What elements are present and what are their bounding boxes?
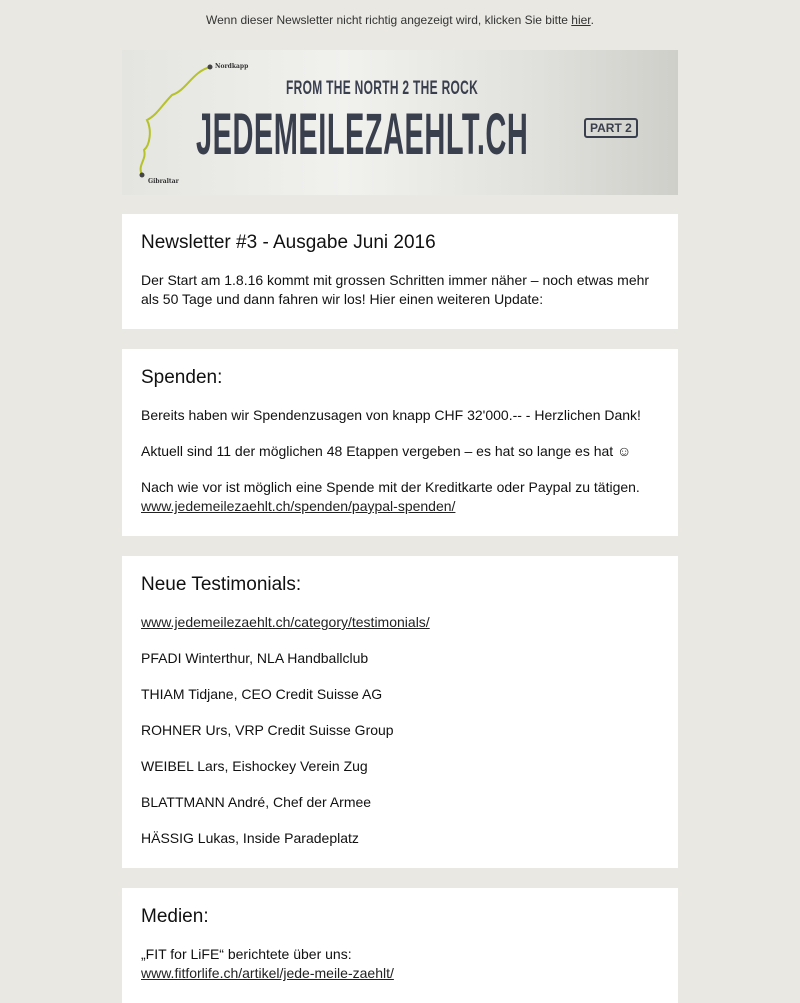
intro-text: Der Start am 1.8.16 kommt mit grossen Schritten immer näher – noch etwas mehr als 50 Tage und dann fahren wir los! Hier einen weiteren Update: (141, 272, 650, 307)
testimonials-link[interactable]: www.jedemeilezaehlt.ch/category/testimonials/ (141, 614, 430, 630)
medien-text (141, 945, 659, 983)
preheader-text: Wenn dieser Newsletter nicht richtig angezeigt wird, klicken Sie bitte (206, 13, 572, 27)
part-badge: PART 2 (584, 118, 638, 138)
medien-section (122, 888, 678, 1003)
list-item: HÄSSIG Lukas, Inside Paradeplatz (141, 830, 359, 846)
banner-subtitle: FROM THE NORTH 2 THE ROCK (286, 78, 479, 99)
preheader-end: . (590, 13, 594, 27)
list-item: PFADI Winterthur, NLA Handballclub (141, 650, 369, 666)
spenden-text-3-body: Nach wie vor ist möglich eine Spende mit der Kreditkarte oder Paypal zu tätigen. (141, 479, 640, 495)
spenden-heading: Spenden: (141, 367, 223, 388)
header-banner[interactable] (122, 50, 678, 195)
medien-text-body: „FIT for LiFE“ berichtete über uns: (141, 946, 352, 962)
paypal-link[interactable]: www.jedemeilezaehlt.ch/spenden/paypal-spenden/ (141, 498, 456, 514)
testimonials-heading: Neue Testimonials: (141, 574, 302, 595)
web-version-link[interactable]: hier (571, 13, 591, 27)
spenden-section (122, 349, 678, 536)
spenden-text-3 (141, 478, 659, 516)
intro-section (122, 214, 678, 329)
preheader (0, 0, 800, 50)
start-label: Nordkapp (215, 63, 249, 70)
spenden-text-1: Bereits haben wir Spendenzusagen von knapp CHF 32'000.-- - Herzlichen Dank! (141, 407, 641, 423)
medien-heading: Medien: (141, 906, 209, 927)
list-item: THIAM Tidjane, CEO Credit Suisse AG (141, 686, 383, 702)
banner-title: JEDEMEILEZAEHLT.CH (196, 102, 529, 167)
end-label: Gibraltar (148, 178, 179, 185)
list-item: ROHNER Urs, VRP Credit Suisse Group (141, 722, 394, 738)
list-item: WEIBEL Lars, Eishockey Verein Zug (141, 758, 368, 774)
fitforlife-link[interactable]: www.fitforlife.ch/artikel/jede-meile-zaehlt/ (141, 965, 394, 981)
newsletter-title: Newsletter #3 - Ausgabe Juni 2016 (141, 232, 436, 253)
spenden-text-2: Aktuell sind 11 der möglichen 48 Etappen vergeben – es hat so lange es hat ☺ (141, 443, 632, 459)
list-item: BLATTMANN André, Chef der Armee (141, 794, 372, 810)
testimonials-section (122, 556, 678, 868)
